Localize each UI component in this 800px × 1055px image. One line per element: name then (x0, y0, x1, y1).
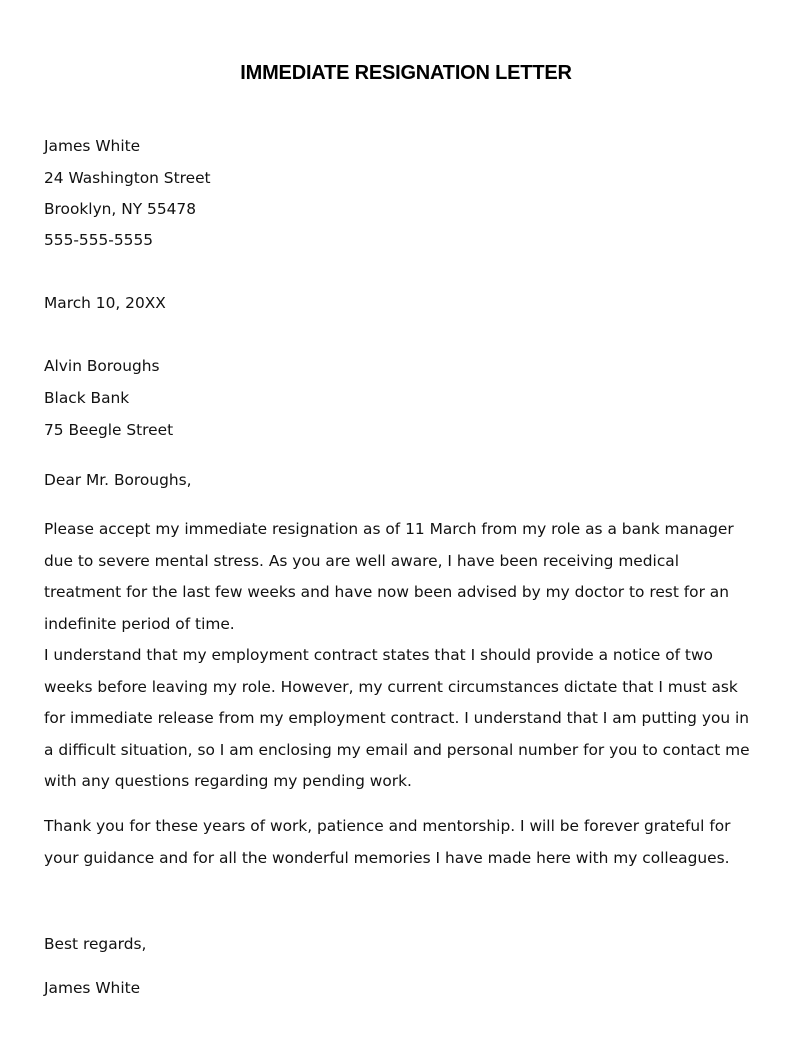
body-line: your guidance and for all the wonderful memories I have made here with my colleagues. (44, 848, 730, 867)
sender-street: 24 Washington Street (44, 169, 211, 187)
body-line: treatment for the last few weeks and have now been advised by my doctor to rest for an (44, 583, 729, 601)
sender-name: James White (44, 137, 141, 155)
body-line: due to severe mental stress. As you are well aware, I have been receiving medical (44, 551, 679, 570)
body-line: Thank you for these years of work, patience and mentorship. I will be forever grateful for (44, 817, 731, 835)
body-line: with any questions regarding my pending work. (44, 772, 412, 790)
body-paragraph-1 (44, 514, 764, 798)
letter-date: March 10, 20XX (44, 294, 166, 312)
body-paragraph-2 (44, 811, 764, 874)
recipient-company: Black Bank (44, 389, 130, 407)
body-line: for immediate release from my employment contract. I understand that I am putting you in (44, 709, 750, 727)
body-line: weeks before leaving my role. However, my current circumstances dictate that I must ask (44, 677, 738, 696)
recipient-street: 75 Beegle Street (44, 421, 174, 439)
body-line: a difficult situation, so I am enclosing my email and personal number for you to contact me (44, 740, 750, 759)
sender-phone: 555-555-5555 (44, 231, 154, 249)
letter-title: IMMEDIATE RESIGNATION LETTER (240, 62, 572, 84)
signature-name: James White (44, 979, 141, 997)
sender-city: Brooklyn, NY 55478 (44, 200, 196, 218)
salutation: Dear Mr. Boroughs, (44, 471, 192, 489)
body-line: indefinite period of time. (44, 614, 235, 633)
body-line: I understand that my employment contract states that I should provide a notice of two (44, 646, 713, 664)
body-line: Please accept my immediate resignation as of 11 March from my role as a bank manager (44, 520, 734, 538)
recipient-name: Alvin Boroughs (44, 357, 160, 375)
closing: Best regards, (44, 935, 147, 953)
